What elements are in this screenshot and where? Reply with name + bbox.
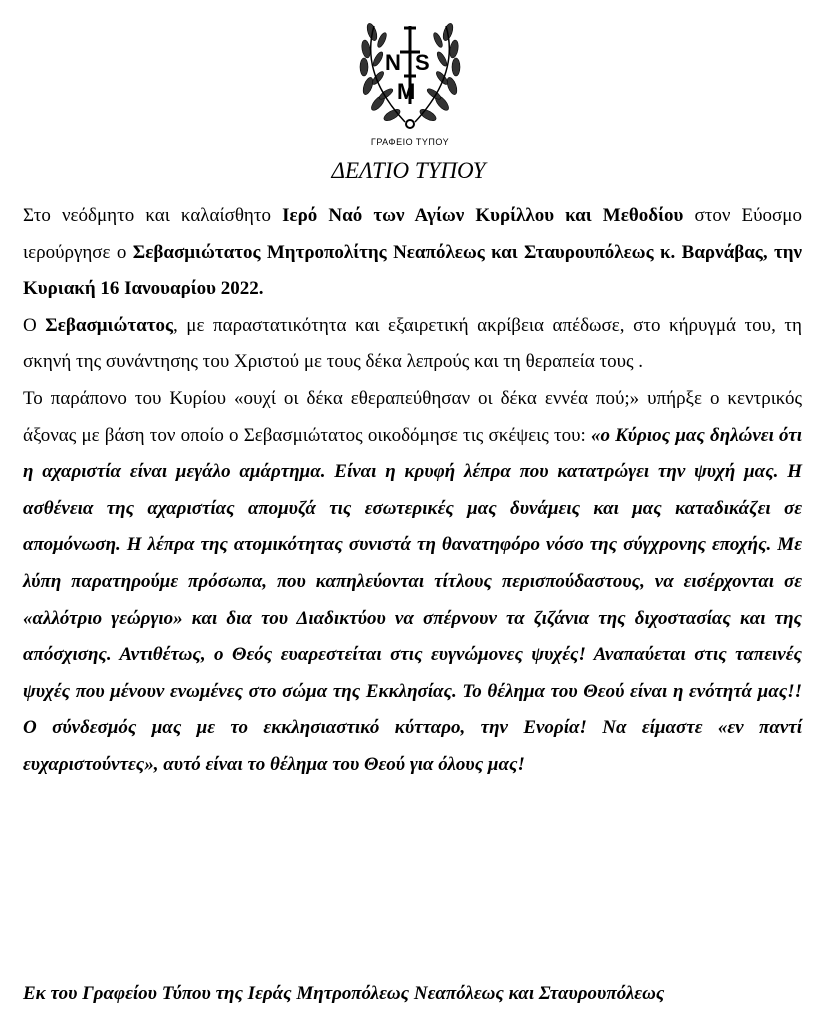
paragraph-3 [23,381,802,784]
logo-caption: ΓΡΑΦΕΙΟ ΤΥΠΟΥ [370,137,450,147]
paragraph-1-text-2: στον Εύοσμο ιερούργησε ο [23,205,802,263]
paragraph-1-bold-2: Σεβασμιώτατος Μητροπολίτης Νεαπόλεως και Σταυρουπόλεως κ. Βαρνάβας, την Κυριακή 16 Ιανουαρίου 2022. [23,241,802,300]
paragraph-1 [23,198,802,308]
paragraph-1-bold-1: Ιερό Ναό των Αγίων Κυρίλλου και Μεθοδίου [282,205,684,226]
paragraph-3-text: Το παράπονο του Κυρίου «ουχί οι δέκα εθεραπεύθησαν οι δέκα εννέα πού;» υπήρξε ο κεντρικός άξονας με βάση τον οποίο ο Σεβασμιώτατος οικοδόμησε τις σκέψεις του: [23,387,802,446]
xc-nika-laurel-icon [350,4,470,139]
document-footer: Εκ του Γραφείου Τύπου της Ιεράς Μητροπόλεως Νεαπόλεως και Σταυρουπόλεως [23,983,665,1004]
svg-text:M: M [397,79,416,104]
document-title: ΔΕΛΤΙΟ ΤΥΠΟΥ [331,158,486,183]
paragraph-2-bold-1: Σεβασμιώτατος [45,314,173,336]
sermon-quote: «ο Κύριος μας δηλώνει ότι η αχαριστία είναι μεγάλο αμάρτημα. Είναι η κρυφή λέπρα που κατατρώγει την ψυχή μας. Η ασθένεια της αχαριστίας απομυζά τις εσωτερικές μας δυνάμεις και μας καταδικάζει σε απομόνωση. Η λέπρα της ατομικότητας συνιστά τη θανατηφόρο νόσο της σύγχρονης εποχής. Με λύπη παρατηρούμε πρόσωπα, που καπηλεύονται τίτλους περισπούδαστους, να εισέρχονται σε «αλλότριο γεώργιο» και δια του Διαδικτύου να σπέρνουν τα ζιζάνια της διχοστασίας και της απόσχισης. Αντιθέτως, ο Θεός ευαρεστείται στις ευγνώμονες ψυχές! Αναπαύεται στις ταπεινές ψυχές που μένουν ενωμένες στο σώμα της Εκκλησίας. Το θέλημα του Θεού είναι η ενότητά μας!! Ο σύνδεσμός μας με το εκκλησιαστικό κύτταρο, την Ενορία! Να είμαστε «εν παντί ευχαριστούντες», αυτό είναι το θέλημα του Θεού για όλους μας! [23,424,802,775]
paragraph-2-text-1: Ο [23,314,46,336]
paragraph-1-text-1: Στο νεόδμητο και καλαίσθητο [23,205,283,226]
document-body [23,198,802,784]
svg-text:N: N [385,50,401,75]
paragraph-2-text-2: , με παραστατικότητα και εξαιρετική ακρίβεια απέδωσε, στο κήρυγμά του, τη σκηνή της συνάντησης του Χριστού με τους δέκα λεπρούς και τη θεραπεία τους . [23,314,802,373]
paragraph-2 [23,308,802,381]
svg-text:S: S [415,50,430,75]
press-office-logo [350,4,470,154]
